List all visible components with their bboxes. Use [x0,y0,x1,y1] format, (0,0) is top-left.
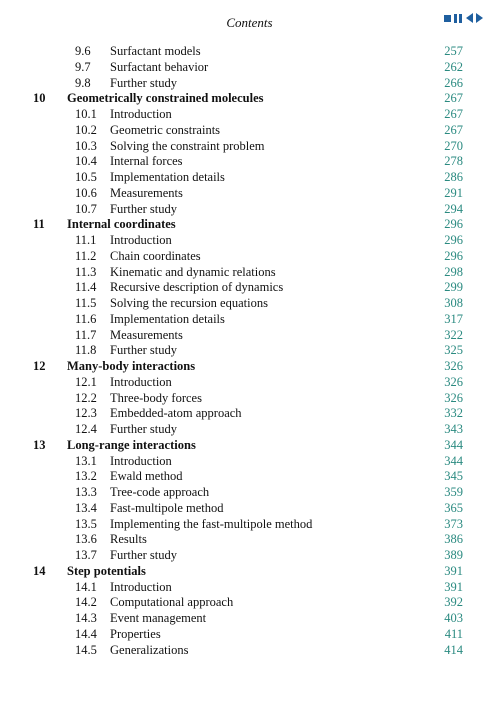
toc-entry-title[interactable]: Chain coordinates [110,248,201,263]
toc-section-row[interactable] [0,548,499,564]
toc-entry-number: 11.8 [75,343,97,358]
toc-entry-number: 12.1 [75,374,97,389]
toc-entry-number: 14 [33,563,46,578]
toc-page-link[interactable]: 270 [444,138,463,153]
toc-entry-title[interactable]: Three-body forces [110,390,202,405]
toc-entry-number: 11.3 [75,264,97,279]
toc-entry-title[interactable]: Surfactant models [110,44,201,58]
toc-entry-title[interactable]: Embedded-atom approach [110,406,242,421]
toc-entry-number: 10.7 [75,201,97,216]
toc-section-row[interactable] [0,60,499,76]
toc-entry-number: 12.2 [75,390,97,405]
toc-entry-number: 13.1 [75,453,97,468]
toc-page-link[interactable]: 257 [444,44,463,58]
toc-section-row[interactable] [0,454,499,470]
toc-entry-number: 13.5 [75,516,97,531]
toc-section-row[interactable] [0,485,499,501]
toc-chapter-row[interactable] [0,438,499,454]
toc-entry-number: 13.3 [75,485,97,499]
toc-page-link[interactable]: 294 [444,201,463,216]
page-header [0,13,499,33]
toc-entry-title[interactable]: Further study [110,548,178,562]
toc-entry-title[interactable]: Generalizations [110,642,189,657]
toc-chapter-row[interactable] [0,564,499,580]
toc-entry-number: 11.1 [75,233,97,247]
toc-entry-number: 9.7 [75,59,91,74]
toc-entry-number: 11.4 [75,280,97,295]
toc-section-row[interactable] [0,233,499,249]
toc-page-link[interactable]: 326 [444,374,463,389]
toc-entry-title[interactable]: Long-range interactions [67,437,196,452]
toc-entry-title[interactable]: Step potentials [67,563,146,578]
toc-page-link[interactable]: 267 [444,91,463,106]
toc-entry-number: 12.4 [75,422,97,436]
toc-page-link[interactable]: 365 [444,500,463,515]
toc-entry-number: 14.1 [75,579,97,594]
toc-section-row[interactable] [0,595,499,611]
pause-icon[interactable] [454,14,463,23]
toc-entry-title[interactable]: Ewald method [110,469,183,484]
toc-entry-title[interactable]: Fast-multipole method [110,500,224,515]
toc-page-link[interactable]: 267 [444,122,463,137]
toc-page-link[interactable]: 344 [444,437,463,452]
toc-entry-title[interactable]: Introduction [110,107,172,121]
toc-entry-number: 10.2 [75,122,97,137]
toc-section-row[interactable] [0,328,499,344]
toc-entry-title[interactable]: Surfactant behavior [110,59,209,74]
toc-page-link[interactable]: 266 [444,75,463,90]
toc-entry-number: 10.3 [75,138,97,153]
toc-page-link[interactable]: 403 [444,611,463,625]
forward-icon[interactable] [476,13,483,23]
toc-entry-number: 11 [33,217,45,232]
toc-entry-number: 13.6 [75,532,97,547]
toc-page-link[interactable]: 296 [444,248,463,263]
toc-section-row[interactable] [0,265,499,281]
toc-chapter-row[interactable] [0,359,499,375]
toc-section-row[interactable] [0,296,499,312]
toc-entry-number: 13.4 [75,500,97,515]
toc-page-link[interactable]: 286 [444,170,463,184]
toc-entry-title[interactable]: Internal coordinates [67,217,176,232]
toc-page-link[interactable]: 343 [444,422,463,436]
toc-entry-title[interactable]: Implementation details [110,170,225,184]
toc-chapter-row[interactable] [0,217,499,233]
toc-page-link[interactable]: 317 [444,311,463,326]
toc-section-row[interactable] [0,532,499,548]
toc-section-row[interactable] [0,186,499,202]
toc-section-row[interactable] [0,627,499,643]
toc-page-link[interactable]: 345 [444,469,463,484]
toc-section-row[interactable] [0,280,499,296]
toc-entry-number: 10.6 [75,185,97,200]
toc-entry-title[interactable]: Geometrically constrained molecules [67,91,264,106]
toc-page-link[interactable]: 386 [444,532,463,547]
toc-entry-title[interactable]: Kinematic and dynamic relations [110,264,276,279]
toc-section-row[interactable] [0,517,499,533]
toc-entry-number: 10 [33,91,46,106]
toc-entry-title[interactable]: Many-body interactions [67,359,196,373]
toc-entry-title[interactable]: Geometric constraints [110,122,221,137]
toc-entry-title[interactable]: Introduction [110,374,172,389]
toc-entry-number: 10.4 [75,154,97,169]
toc-section-row[interactable] [0,375,499,391]
toc-entry-title[interactable]: Results [110,532,147,547]
toc-section-row[interactable] [0,170,499,186]
table-of-contents [0,44,499,658]
toc-entry-title[interactable]: Measurements [110,185,183,200]
toc-entry-title[interactable]: Implementation details [110,311,225,326]
toc-page-link[interactable]: 278 [444,154,463,169]
toc-entry-number: 11.2 [75,248,97,263]
toc-page-link[interactable]: 291 [444,185,463,200]
toc-entry-number: 9.8 [75,75,91,90]
toc-section-row[interactable] [0,501,499,517]
toc-entry-number: 13.2 [75,469,97,484]
toc-page-link[interactable]: 391 [444,579,463,594]
page-title: Contents [226,15,273,30]
toc-entry-title[interactable]: Introduction [110,233,172,247]
toc-entry-number: 11.7 [75,327,97,342]
toc-chapter-row[interactable] [0,91,499,107]
toc-entry-number: 12.3 [75,406,97,421]
toc-section-row[interactable] [0,154,499,170]
toc-entry-number: 13.7 [75,548,97,562]
toc-section-row[interactable] [0,202,499,218]
toc-page-link[interactable]: 411 [444,626,463,641]
toc-page-link[interactable]: 373 [444,516,463,531]
toc-entry-title[interactable]: Further study [110,75,178,90]
toc-page-link[interactable]: 392 [444,595,463,610]
toc-page-link[interactable]: 298 [444,264,463,279]
toc-section-row[interactable] [0,469,499,485]
toc-page-link[interactable]: 389 [444,548,463,562]
toc-section-row[interactable] [0,123,499,139]
toc-section-row[interactable] [0,44,499,60]
toc-page-link[interactable]: 344 [444,453,463,468]
toc-entry-title[interactable]: Properties [110,626,161,641]
toc-entry-title[interactable]: Introduction [110,579,172,594]
toc-page-link[interactable]: 322 [444,327,463,342]
toc-section-row[interactable] [0,391,499,407]
toc-entry-number: 13 [33,437,46,452]
toc-page-link[interactable]: 296 [444,217,463,232]
toc-entry-number: 11.5 [75,296,97,310]
toc-page-link[interactable]: 267 [444,107,463,121]
toc-page-link[interactable]: 391 [444,563,463,578]
toc-page-link[interactable]: 308 [444,296,463,310]
toc-entry-title[interactable]: Further study [110,201,178,216]
toc-entry-title[interactable]: Further study [110,343,178,358]
toc-page-link[interactable]: 332 [444,406,463,421]
toc-section-row[interactable] [0,76,499,92]
toc-entry-number: 10.5 [75,170,97,184]
toc-entry-title[interactable]: Event management [110,611,207,625]
toc-entry-number: 14.3 [75,611,97,625]
toc-section-row[interactable] [0,139,499,155]
toc-entry-title[interactable]: Recursive description of dynamics [110,280,284,295]
toc-entry-number: 10.1 [75,107,97,121]
toc-section-row[interactable] [0,249,499,265]
toc-section-row[interactable] [0,107,499,123]
toc-entry-title[interactable]: Computational approach [110,595,234,610]
viewer-nav-controls [444,13,483,23]
toc-section-row[interactable] [0,422,499,438]
stop-icon[interactable] [444,15,451,22]
toc-entry-title[interactable]: Solving the constraint problem [110,138,265,153]
toc-entry-title[interactable]: Solving the recursion equations [110,296,268,310]
toc-section-row[interactable] [0,611,499,627]
toc-section-row[interactable] [0,643,499,659]
toc-page-link[interactable]: 326 [444,359,463,373]
toc-section-row[interactable] [0,343,499,359]
toc-entry-number: 14.5 [75,642,97,657]
toc-page-link[interactable]: 359 [444,485,463,499]
toc-section-row[interactable] [0,406,499,422]
toc-entry-title[interactable]: Tree-code approach [110,485,210,499]
toc-page-link[interactable]: 299 [444,280,463,295]
toc-entry-title[interactable]: Internal forces [110,154,183,169]
toc-entry-title[interactable]: Further study [110,422,178,436]
toc-entry-number: 9.6 [75,44,91,58]
toc-entry-number: 12 [33,359,46,373]
toc-entry-number: 14.2 [75,595,97,610]
toc-entry-title[interactable]: Implementing the fast-multipole method [110,516,313,531]
toc-page-link[interactable]: 414 [444,642,463,657]
toc-entry-title[interactable]: Introduction [110,453,172,468]
toc-section-row[interactable] [0,312,499,328]
back-icon[interactable] [466,13,473,23]
toc-entry-title[interactable]: Measurements [110,327,183,342]
toc-page-link[interactable]: 296 [444,233,463,247]
toc-section-row[interactable] [0,580,499,596]
toc-entry-number: 14.4 [75,626,97,641]
toc-page-link[interactable]: 262 [444,59,463,74]
toc-page-link[interactable]: 325 [444,343,463,358]
toc-page-link[interactable]: 326 [444,390,463,405]
toc-entry-number: 11.6 [75,311,97,326]
